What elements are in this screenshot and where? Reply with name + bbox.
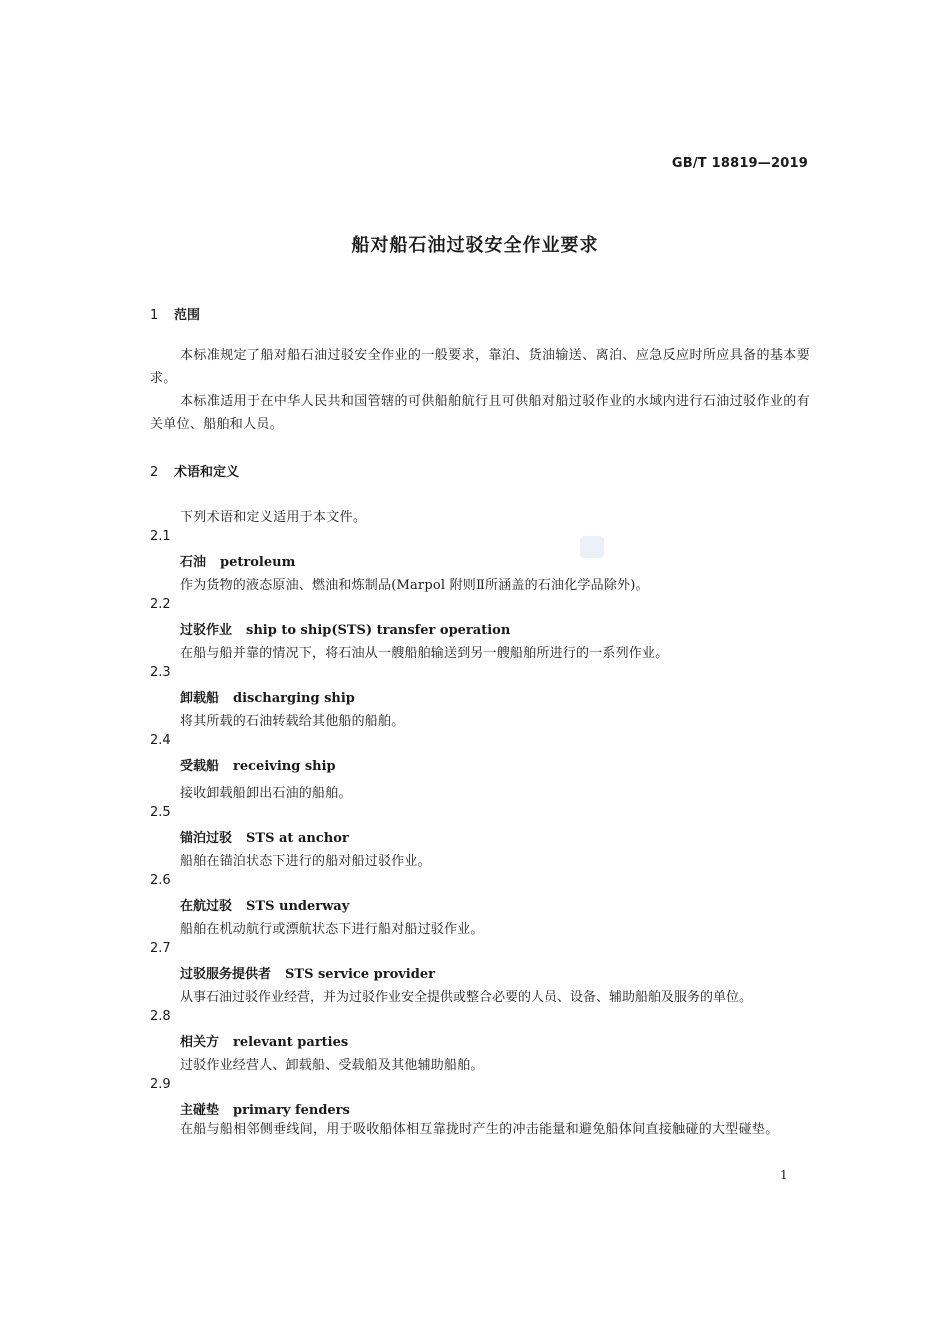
term-en: petroleum (220, 555, 296, 570)
term-zh: 受载船 (180, 759, 220, 774)
term-definition: 将其所载的石油转载给其他船的船舶。 (180, 714, 405, 729)
term-zh: 相关方 (180, 1035, 220, 1050)
page-number: 1 (780, 1168, 788, 1182)
section-title: 范围 (174, 308, 201, 323)
term-heading (180, 895, 349, 914)
term-definition: 过驳作业经营人、卸载船、受载船及其他辅助船舶。 (180, 1058, 484, 1073)
term-definition: 船舶在机动航行或漂航状态下进行船对船过驳作业。 (180, 922, 484, 937)
term-en: receiving ship (233, 759, 336, 774)
section-title: 术语和定义 (174, 465, 240, 480)
term-zh: 主碰垫 (180, 1103, 220, 1118)
term-heading (180, 551, 295, 570)
section-2-heading (150, 461, 239, 480)
term-heading (180, 1099, 350, 1118)
term-zh: 过驳服务提供者 (180, 967, 272, 982)
term-heading (180, 827, 349, 846)
term-definition: 从事石油过驳作业经营，并为过驳作业安全提供或整合必要的人员、设备、辅助船舶及服务的单位。 (180, 990, 753, 1005)
term-number: 2.4 (150, 733, 171, 748)
term-zh: 石油 (180, 555, 207, 570)
standard-code: GB/T 18819—2019 (671, 156, 808, 171)
term-definition: 在船与船相邻侧垂线间，用于吸收船体相互靠拢时产生的冲击能量和避免船体间直接触碰的大型碰垫。 (180, 1122, 779, 1137)
term-en: primary fenders (233, 1103, 350, 1118)
term-number: 2.5 (150, 805, 171, 820)
watermark-logo-icon (580, 536, 604, 558)
term-number: 2.2 (150, 597, 171, 612)
term-heading (180, 687, 355, 706)
term-en: ship to ship(STS) transfer operation (246, 623, 511, 638)
term-number: 2.7 (150, 941, 171, 956)
term-en: STS at anchor (246, 831, 349, 846)
term-definition: 在船与船并靠的情况下，将石油从一艘船舶输送到另一艘船舶所进行的一系列作业。 (180, 646, 669, 661)
term-heading (180, 1031, 348, 1050)
terms-intro: 下列术语和定义适用于本文件。 (180, 510, 367, 525)
term-number: 2.9 (150, 1077, 171, 1092)
scope-paragraph-1: 本标准规定了船对船石油过驳安全作业的一般要求，靠泊、货油输送、离泊、应急反应时所应具备的基本要求。 (150, 348, 810, 386)
term-definition: 作为货物的液态原油、燃油和炼制品(Marpol 附则Ⅱ所涵盖的石油化学品除外)。 (180, 578, 649, 593)
term-definition: 船舶在锚泊状态下进行的船对船过驳作业。 (180, 854, 431, 869)
term-zh: 锚泊过驳 (180, 831, 233, 846)
term-en: STS service provider (285, 967, 435, 982)
section-number: 1 (150, 308, 159, 323)
term-heading (180, 963, 435, 982)
term-number: 2.3 (150, 665, 171, 680)
term-heading (180, 619, 510, 638)
scope-paragraph-2: 本标准适用于在中华人民共和国管辖的可供船舶航行且可供船对船过驳作业的水域内进行石油过驳作业的有关单位、船舶和人员。 (150, 394, 810, 432)
section-1-heading (150, 304, 200, 323)
term-number: 2.6 (150, 873, 171, 888)
term-en: relevant parties (233, 1035, 349, 1050)
term-heading (180, 755, 336, 774)
term-zh: 在航过驳 (180, 899, 233, 914)
term-en: discharging ship (233, 691, 355, 706)
section-number: 2 (150, 465, 159, 480)
term-number: 2.1 (150, 529, 171, 544)
term-number: 2.8 (150, 1009, 171, 1024)
term-definition: 接收卸载船卸出石油的船舶。 (180, 786, 352, 801)
term-zh: 卸载船 (180, 691, 220, 706)
document-title: 船对船石油过驳安全作业要求 (351, 235, 599, 256)
term-zh: 过驳作业 (180, 623, 233, 638)
term-en: STS underway (246, 899, 350, 914)
